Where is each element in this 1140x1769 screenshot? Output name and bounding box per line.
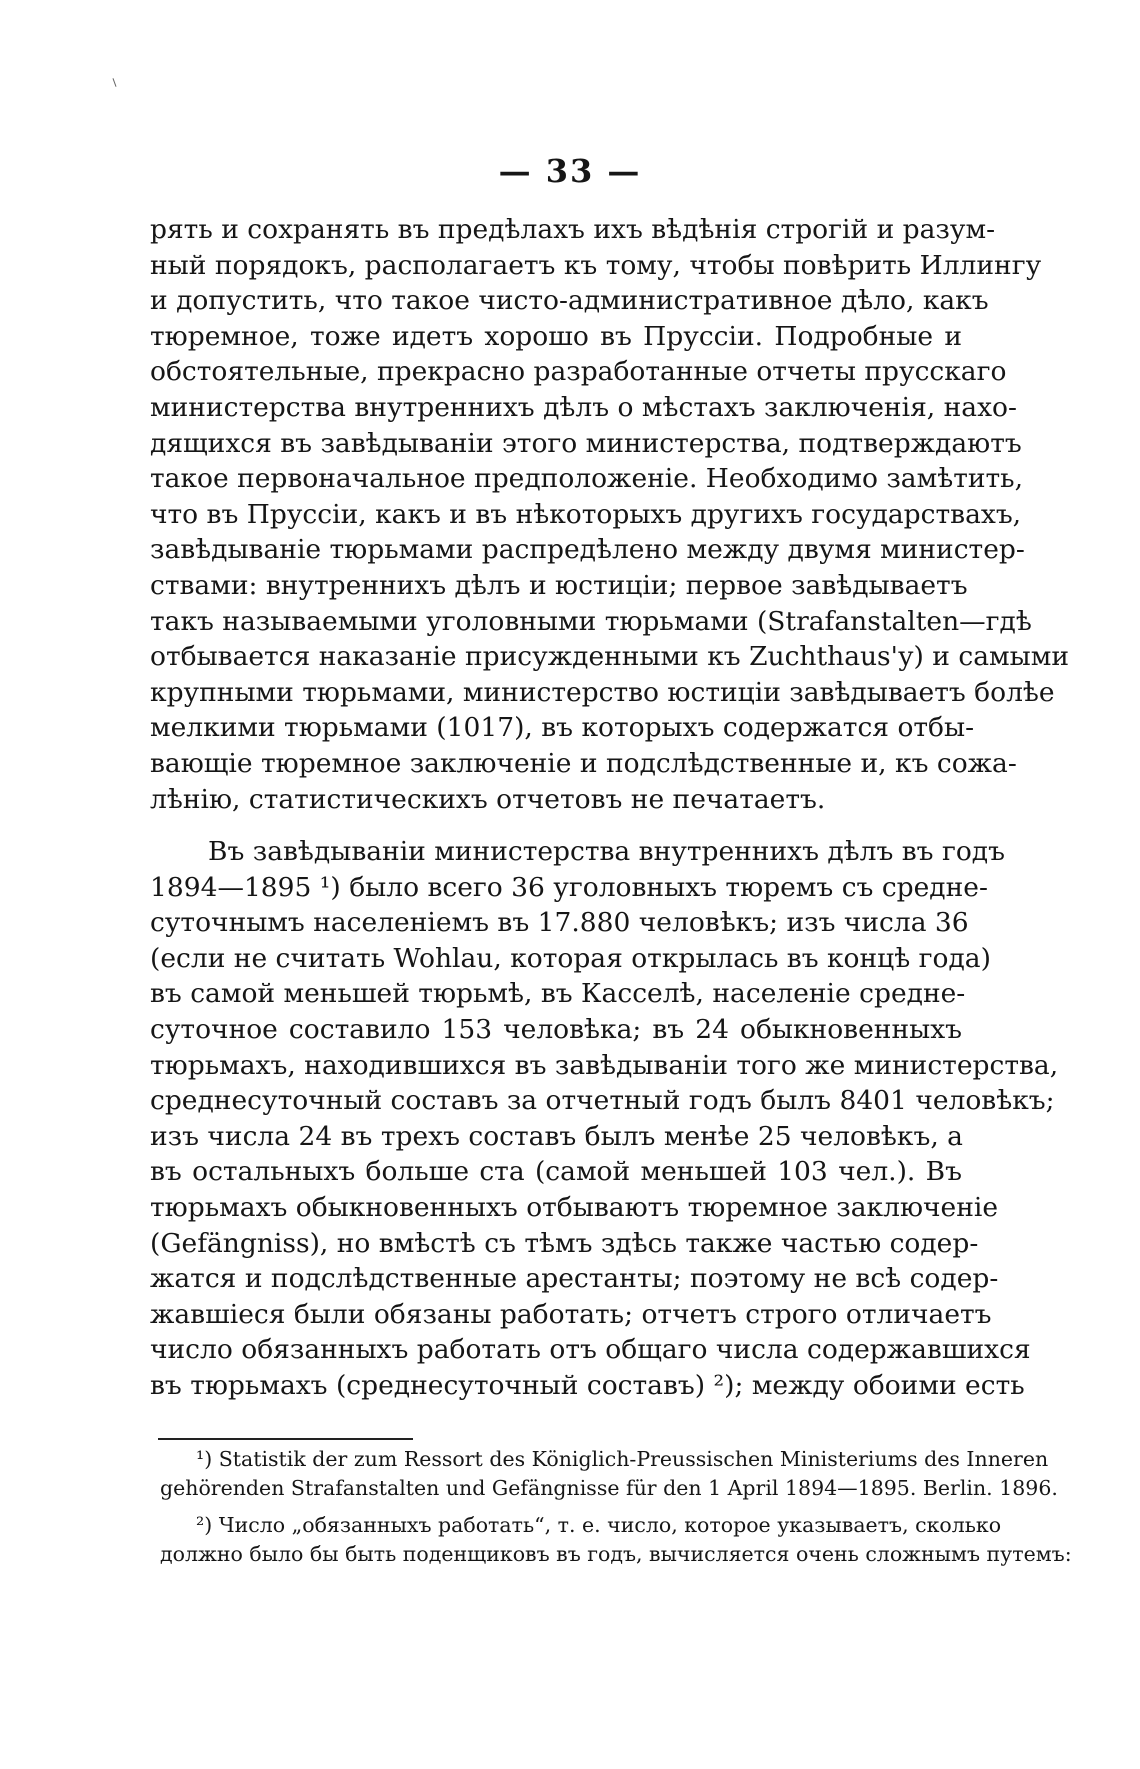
text-line: ствами: внутреннихъ дѣлъ и юстиціи; первое завѣдываетъ (150, 569, 968, 601)
text-line: обстоятельные, прекрасно разработанные отчеты прусскаго (150, 356, 1007, 388)
footnote-1 (160, 1445, 1058, 1503)
footnote-divider (158, 1438, 413, 1440)
text-line: мелкими тюрьмами (1017), въ которыхъ содержатся отбы- (150, 712, 975, 744)
text-line: и допустить, что такое чисто-административное дѣло, какъ (150, 285, 989, 317)
text-line: министерства внутреннихъ дѣлъ о мѣстахъ заключенія, нахо- (150, 391, 1017, 423)
text-line: жатся и подслѣдственные арестанты; поэтому не всѣ содер- (150, 1263, 999, 1295)
text-line: тюрьмахъ, находившихся въ завѣдываніи того же министерства, (150, 1049, 1059, 1081)
text-line: въ самой меньшей тюрьмѣ, въ Касселѣ, населеніе средне- (150, 978, 966, 1010)
text-line: крупными тюрьмами, министерство юстиціи завѣдываетъ болѣе (150, 676, 1055, 708)
text-line: рять и сохранять въ предѣлахъ ихъ вѣдѣнія строгій и разум- (150, 214, 996, 245)
text-line: ный порядокъ, располагаетъ къ тому, чтобы повѣрить Иллингу (150, 249, 1042, 281)
paragraph-1 (150, 212, 1069, 817)
text-line: лѣнію, статистическихъ отчетовъ не печатаетъ. (150, 783, 826, 815)
page-number: — 33 — (498, 152, 642, 190)
text-line: среднесуточный составъ за отчетный годъ былъ 8401 человѣкъ; (150, 1085, 1055, 1117)
text-line: въ тюрьмахъ (среднесуточный составъ) ²); между обоими есть (150, 1369, 1025, 1401)
text-line: тюремное, тоже идетъ хорошо въ Пруссіи. Подробные и (150, 320, 962, 352)
text-line: 1894—1895 ¹) было всего 36 уголовныхъ тюремъ съ средне- (150, 871, 988, 903)
text-line: число обязанныхъ работать отъ общаго числа содержавшихся (150, 1334, 1031, 1366)
footnotes (160, 1445, 1072, 1569)
text-line: такое первоначальное предположеніе. Необходимо замѣтить, (150, 463, 1024, 495)
text-line: изъ числа 24 въ трехъ составъ былъ менѣе 25 человѣкъ, а (150, 1120, 963, 1152)
text-line: Въ завѣдываніи министерства внутреннихъ дѣлъ въ годъ (208, 836, 1005, 867)
text-line: завѣдываніе тюрьмами распредѣлено между двумя министер- (150, 534, 1025, 566)
text-line: суточное составило 153 человѣка; въ 24 обыкновенныхъ (150, 1013, 962, 1045)
text-line: суточнымъ населеніемъ въ 17.880 человѣкъ; изъ числа 36 (150, 907, 969, 939)
text-line: отбывается наказаніе присужденными къ Zuchthaus'у) и самыми (150, 641, 1069, 673)
footnote-line: gehörenden Strafanstalten und Gefängnisse für den 1 April 1894—1895. Berlin. 1896. (160, 1476, 1058, 1500)
footnote-line: ¹) Statistik der zum Ressort des Königlich-Preussischen Ministeriums des Inneren (196, 1447, 1049, 1471)
text-line: тюрьмахъ обыкновенныхъ отбываютъ тюремное заключеніе (150, 1191, 999, 1223)
text-line: въ остальныхъ больше ста (самой меньшей 103 чел.). Въ (150, 1156, 962, 1188)
paragraph-2 (150, 834, 1059, 1404)
text-line: такъ называемыми уголовными тюрьмами (Strafanstalten—гдѣ (150, 605, 1032, 637)
footnote-2 (160, 1511, 1072, 1569)
scan-speck (112, 78, 116, 87)
text-line: что въ Пруссіи, какъ и въ нѣкоторыхъ другихъ государствахъ, (150, 498, 1022, 530)
text-line: дящихся въ завѣдываніи этого министерства, подтверждаютъ (150, 427, 1022, 459)
text-line: (Gefängniss), но вмѣстѣ съ тѣмъ здѣсь также частью содер- (150, 1227, 979, 1259)
footnote-line: должно было бы быть поденщиковъ въ годъ, вычисляется очень сложнымъ путемъ: (160, 1542, 1072, 1566)
text-line: (если не считать Wohlau, которая открылась въ концѣ года) (150, 942, 991, 974)
text-line: вающіе тюремное заключеніе и подслѣдственные и, къ сожа- (150, 747, 1017, 779)
footnote-line: ²) Число „обязанныхъ работать“, т. е. число, которое указываетъ, сколько (196, 1513, 1002, 1537)
text-line: жавшіеся были обязаны работать; отчетъ строго отличаетъ (150, 1298, 992, 1330)
